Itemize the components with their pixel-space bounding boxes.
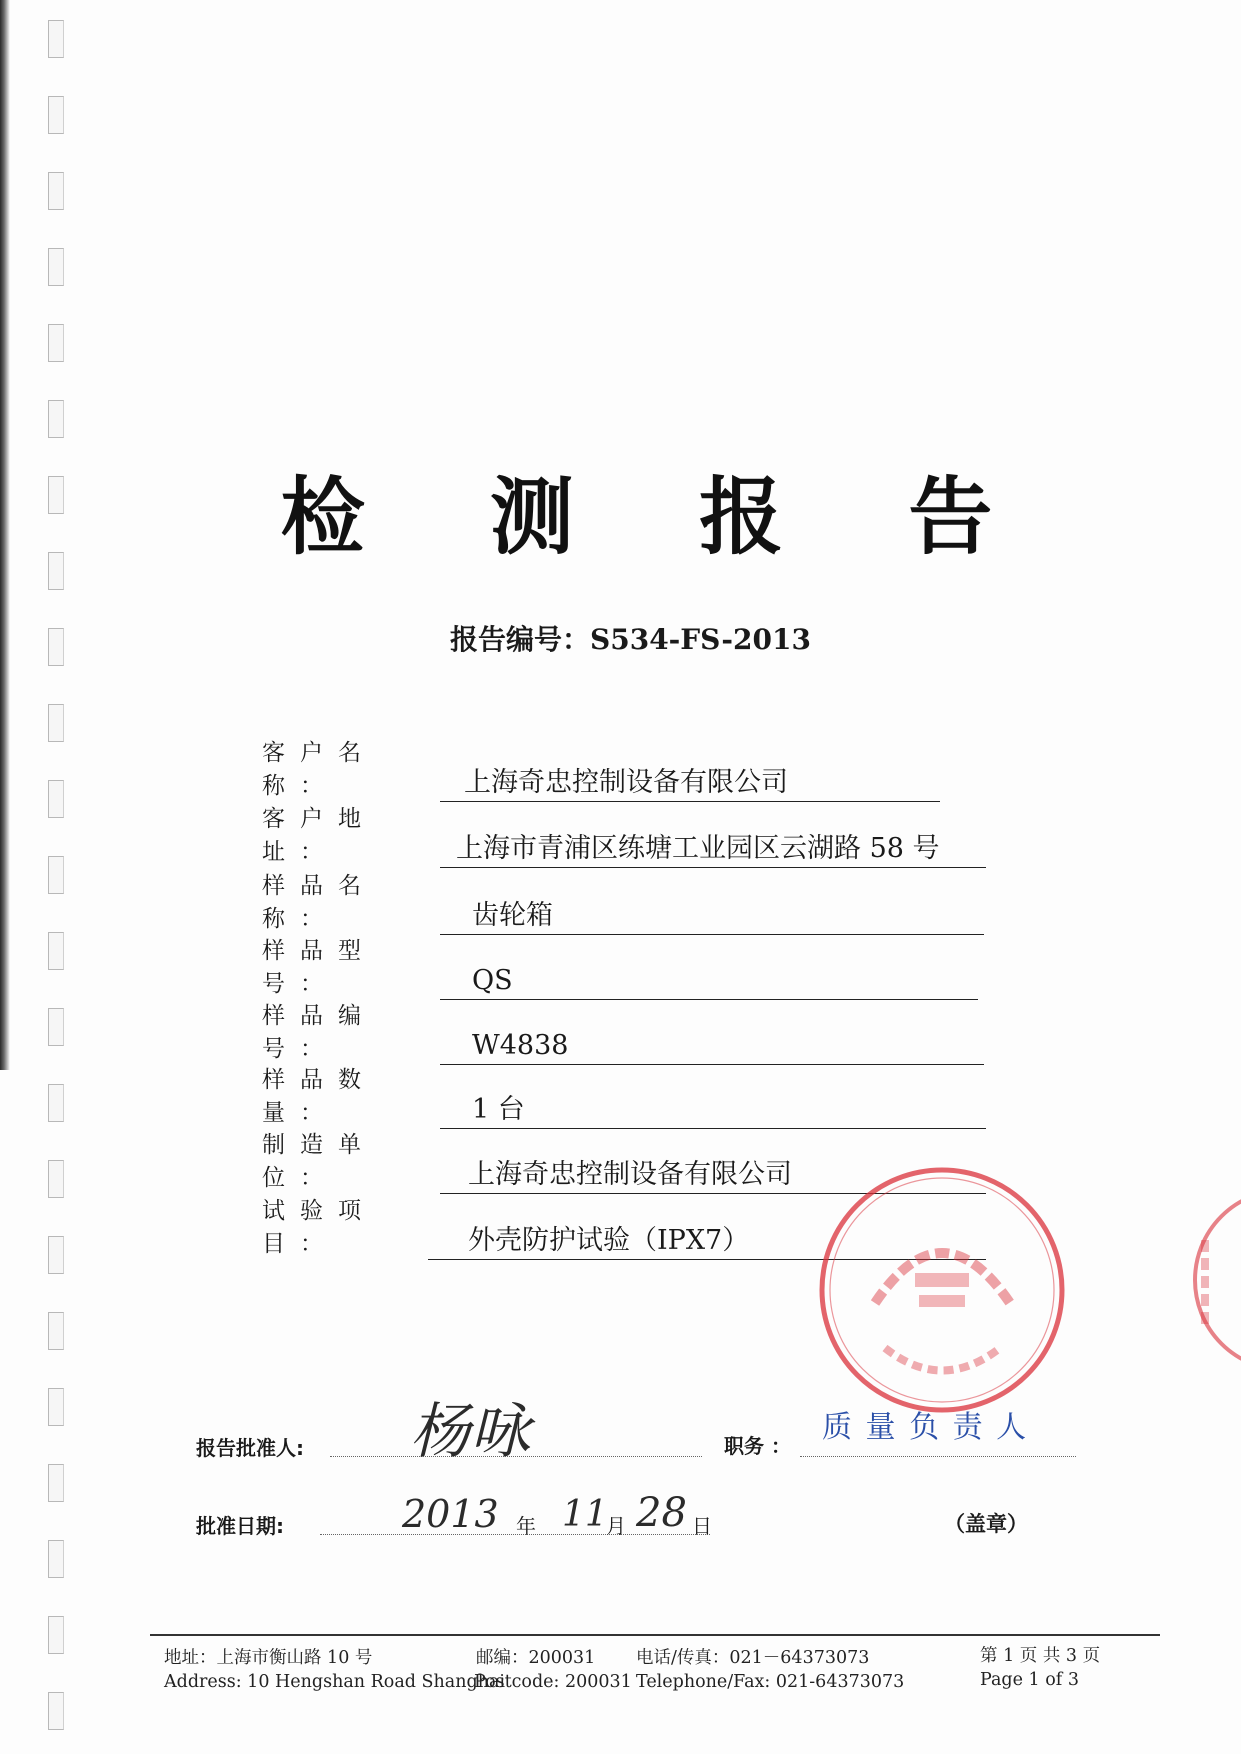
month-unit: 月 — [606, 1514, 626, 1538]
binding-hole — [48, 1236, 64, 1274]
approval-month: 11 — [562, 1494, 608, 1535]
binding-hole — [48, 856, 64, 894]
binding-hole — [48, 1008, 64, 1046]
binding-hole — [48, 1616, 64, 1654]
binding-hole — [48, 96, 64, 134]
date-label: 批准日期: — [196, 1514, 284, 1538]
footer-address-cn: 地址：上海市衡山路 10 号 — [164, 1648, 373, 1668]
binding-hole — [48, 1540, 64, 1578]
binding-hole — [48, 780, 64, 818]
field-sample-quantity — [262, 1067, 992, 1127]
binding-hole — [48, 1312, 64, 1350]
binding-hole — [48, 172, 64, 210]
field-value: 上海市青浦区练塘工业园区云湖路 58 号 — [440, 832, 986, 868]
binding-hole — [48, 20, 64, 58]
field-label: 样品编号： — [262, 1003, 376, 1062]
document-title: 检 测 报 告 — [280, 468, 1041, 566]
binding-hole — [48, 1388, 64, 1426]
binding-hole — [48, 1692, 64, 1730]
footer-divider — [150, 1634, 1160, 1636]
approval-year: 2013 — [402, 1492, 499, 1536]
binding-hole — [48, 1160, 64, 1198]
field-value: 齿轮箱 — [440, 899, 984, 935]
official-seal-stamp — [815, 1163, 1069, 1417]
field-label: 样品数量： — [262, 1067, 376, 1126]
position-label: 职务 ： — [724, 1434, 791, 1458]
year-unit: 年 — [516, 1514, 536, 1538]
footer-page-en: Page 1 of 3 — [980, 1670, 1079, 1690]
field-value: 上海奇忠控制设备有限公司 — [440, 1158, 986, 1194]
field-label: 制造单位： — [262, 1132, 376, 1191]
field-value: QS — [440, 964, 978, 1000]
approval-day: 28 — [636, 1490, 687, 1536]
field-client-address — [262, 806, 992, 866]
report-number: 报告编号：S534-FS-2013 — [450, 623, 811, 656]
footer-phone-en: Telephone/Fax: 021-64373073 — [636, 1672, 905, 1692]
binding-hole — [48, 704, 64, 742]
field-value: 1 台 — [440, 1093, 986, 1129]
day-unit: 日 — [692, 1514, 712, 1538]
field-label: 试验项目： — [262, 1198, 376, 1257]
field-label: 样品名称： — [262, 873, 376, 932]
field-value: W4838 — [440, 1029, 984, 1065]
binding-holes — [48, 20, 70, 1740]
field-value: 上海奇忠控制设备有限公司 — [440, 766, 940, 802]
footer-postcode-en: Postcode: 200031 — [474, 1672, 632, 1692]
binding-hole — [48, 400, 64, 438]
field-sample-model — [262, 938, 992, 998]
footer-page-cn: 第 1 页 共 3 页 — [980, 1646, 1101, 1666]
seam-seal-stamp — [1185, 1180, 1241, 1380]
binding-hole — [48, 324, 64, 362]
binding-hole — [48, 1084, 64, 1122]
field-label: 样品型号： — [262, 938, 376, 997]
approver-signature: 杨咏 — [410, 1397, 530, 1467]
field-value: 外壳防护试验（IPX7） — [428, 1224, 986, 1260]
position-line — [800, 1456, 1076, 1457]
field-sample-name — [262, 873, 992, 933]
binding-hole — [48, 932, 64, 970]
approver-label: 报告批准人: — [196, 1436, 304, 1460]
seal-note: （盖章） — [944, 1512, 1028, 1536]
binding-hole — [48, 248, 64, 286]
position-value: 质 量 负 责 人 — [822, 1410, 1029, 1445]
footer-postcode-cn: 邮编：200031 — [476, 1648, 596, 1668]
field-label: 客户地址： — [262, 806, 376, 865]
binding-hole — [48, 1464, 64, 1502]
footer-phone-cn: 电话/传真：021－64373073 — [636, 1648, 870, 1668]
field-sample-number — [262, 1003, 992, 1063]
field-client-name — [262, 740, 992, 800]
field-label: 客户名称： — [262, 740, 376, 799]
footer-address-en: Address: 10 Hengshan Road Shanghai — [164, 1672, 506, 1692]
